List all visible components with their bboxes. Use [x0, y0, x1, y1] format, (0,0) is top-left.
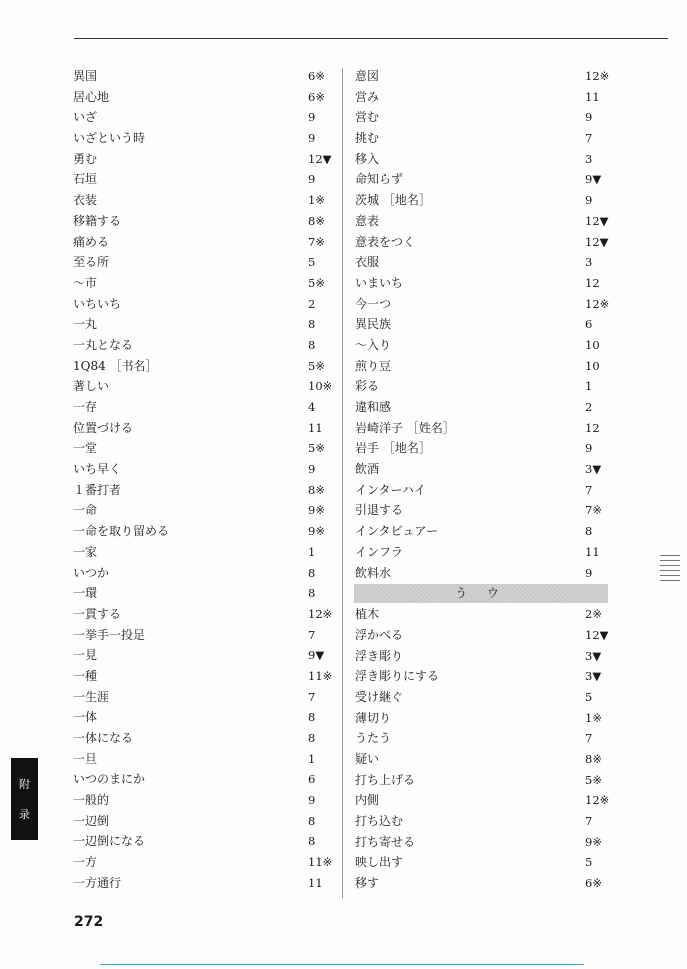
entry-lesson-number: 12▼	[308, 151, 332, 166]
edge-scan-marks	[660, 555, 680, 585]
entry-term: 衣服	[355, 255, 380, 270]
index-entry	[73, 873, 328, 894]
index-entry	[73, 273, 328, 294]
entry-term: 意表をつく	[355, 234, 416, 249]
entry-lesson-number: 9	[585, 565, 593, 580]
index-entry	[355, 832, 611, 853]
index-entry	[73, 542, 328, 563]
entry-term: 彩る	[355, 379, 380, 394]
entry-term: 打ち寄せる	[355, 834, 416, 849]
entry-lesson-number: 7※	[585, 503, 602, 518]
entry-term: 内側	[355, 793, 380, 808]
entry-term: 植木	[355, 607, 380, 622]
header-rule	[74, 38, 668, 39]
entry-term: 一種	[73, 668, 98, 683]
index-entry	[355, 811, 611, 832]
entry-lesson-number: 8	[308, 731, 316, 745]
index-entry	[355, 542, 611, 563]
index-entry	[73, 769, 328, 790]
entry-lesson-number: 7※	[308, 234, 325, 249]
entry-term: 一貫する	[73, 606, 122, 621]
index-entry	[355, 646, 611, 667]
entry-lesson-number: 5	[585, 689, 593, 704]
index-entry	[355, 294, 611, 315]
entry-lesson-number: 12	[585, 275, 600, 290]
index-entry	[355, 666, 611, 687]
entry-term: 映し出す	[355, 855, 404, 870]
index-entry	[73, 480, 328, 501]
index-entry	[73, 438, 328, 459]
entry-term: いざ	[73, 110, 98, 125]
entry-term: 浮き彫り	[355, 648, 404, 663]
entry-term: 一般的	[73, 793, 110, 808]
entry-term: 一命を取り留める	[73, 524, 170, 539]
entry-lesson-number: 11	[308, 420, 323, 435]
index-entry	[73, 500, 328, 521]
index-entry	[73, 397, 328, 418]
index-entry	[355, 211, 611, 232]
side-tab-char: 附	[19, 778, 30, 791]
entry-term: いちいち	[73, 296, 122, 311]
entry-lesson-number: 8	[308, 565, 316, 580]
entry-lesson-number: 8※	[585, 752, 602, 766]
entry-lesson-number: 9※	[308, 524, 325, 539]
index-entry	[355, 521, 611, 542]
entry-term: 一挙手一投足	[73, 627, 146, 642]
index-entry	[73, 128, 328, 149]
entry-lesson-number: 8※	[308, 482, 325, 497]
entry-lesson-number: 6	[585, 317, 593, 332]
entry-lesson-number: 7	[585, 814, 593, 829]
index-entry	[355, 252, 611, 273]
entry-lesson-number: 9※	[308, 503, 325, 518]
entry-lesson-number: 10※	[308, 379, 333, 394]
entry-lesson-number: 11※	[308, 855, 333, 870]
index-entry	[355, 128, 611, 149]
entry-term: 一生涯	[73, 689, 110, 704]
index-entry	[355, 790, 611, 811]
entry-term: 勇む	[73, 151, 98, 166]
index-entry	[73, 583, 328, 604]
index-entry	[73, 232, 328, 253]
entry-term: いち早く	[73, 462, 122, 477]
entry-lesson-number: 2※	[585, 607, 602, 622]
entry-lesson-number: 8	[308, 337, 316, 352]
entry-term: 一辺倒	[73, 813, 110, 828]
index-entry	[355, 356, 611, 377]
index-entry	[73, 252, 328, 273]
entry-term: 一旦	[73, 751, 98, 766]
entry-term: 意表	[355, 213, 380, 228]
entry-term: いまいち	[355, 275, 404, 290]
index-entry	[73, 356, 328, 377]
entry-lesson-number: 1	[308, 751, 316, 766]
entry-lesson-number: 11	[585, 544, 600, 559]
entry-lesson-number: 12※	[308, 606, 333, 621]
entry-lesson-number: 3	[585, 151, 593, 166]
entry-term: インターハイ	[355, 482, 426, 497]
entry-lesson-number: 12※	[585, 69, 610, 83]
entry-term: 浮き彫りにする	[355, 669, 440, 684]
index-entry	[73, 728, 328, 749]
entry-term: 茨城 ［地名］	[355, 193, 431, 208]
entry-lesson-number: 4	[308, 400, 316, 414]
entry-lesson-number: 6※	[308, 89, 325, 104]
entry-term: 疑い	[355, 752, 380, 766]
entry-lesson-number: 9	[308, 110, 316, 125]
index-column-right	[355, 66, 611, 894]
index-entry	[73, 666, 333, 687]
entry-term: 異国	[73, 69, 98, 83]
entry-term: 岩手 ［地名］	[355, 441, 431, 456]
entry-lesson-number: 9▼	[585, 172, 602, 187]
index-entry	[73, 211, 328, 232]
entry-term: 一丸	[73, 317, 98, 332]
entry-lesson-number: 8	[308, 710, 316, 725]
entry-lesson-number: 6※	[308, 69, 325, 83]
index-entry	[355, 87, 611, 108]
index-entry	[355, 376, 611, 397]
index-entry	[355, 232, 611, 253]
entry-term: 一体になる	[73, 731, 134, 745]
entry-lesson-number: 9▼	[308, 648, 325, 663]
entry-lesson-number: 6	[308, 772, 316, 787]
entry-term: 居心地	[73, 89, 110, 104]
entry-lesson-number: 3▼	[585, 669, 602, 684]
index-entry	[355, 107, 611, 128]
index-entry	[73, 107, 328, 128]
index-entry	[73, 335, 328, 356]
index-entry	[73, 66, 328, 87]
index-entry	[355, 418, 611, 439]
entry-term: うたう	[355, 731, 392, 746]
index-entry	[73, 563, 328, 584]
entry-lesson-number: 7	[308, 627, 316, 642]
index-entry	[73, 314, 328, 335]
entry-lesson-number: 12※	[585, 793, 610, 808]
index-entry	[355, 397, 611, 418]
entry-lesson-number: 10	[585, 358, 600, 373]
entry-term: 一丸となる	[73, 337, 134, 352]
index-entry	[73, 852, 333, 873]
entry-lesson-number: 9	[585, 441, 593, 456]
entry-lesson-number: 8	[308, 317, 316, 332]
index-entry	[355, 604, 611, 625]
index-entry	[355, 314, 611, 335]
entry-lesson-number: 12▼	[585, 627, 609, 642]
entry-term: 著しい	[73, 379, 110, 394]
index-entry	[73, 625, 328, 646]
index-entry	[355, 852, 611, 873]
index-entry	[355, 459, 611, 480]
index-entry	[73, 459, 328, 480]
index-entry	[355, 149, 611, 170]
index-entry	[355, 708, 611, 729]
entry-lesson-number: 1	[308, 544, 316, 559]
entry-term: 痛める	[73, 234, 110, 249]
entry-term: 引退する	[355, 503, 404, 518]
entry-term: 打ち込む	[355, 814, 404, 829]
index-entry	[73, 87, 328, 108]
entry-lesson-number: 9	[585, 193, 593, 208]
entry-lesson-number: 7	[308, 689, 316, 704]
entry-lesson-number: 1	[585, 379, 593, 394]
index-entry	[73, 707, 328, 728]
entry-lesson-number: 5	[585, 855, 593, 870]
index-entry	[73, 149, 332, 170]
index-entry	[355, 335, 611, 356]
entry-lesson-number: 3	[585, 255, 593, 270]
index-entry	[355, 480, 611, 501]
entry-lesson-number: 9	[585, 110, 593, 125]
index-entry	[73, 687, 328, 708]
entry-term: 一堂	[73, 441, 98, 456]
entry-lesson-number: 7	[585, 131, 593, 146]
index-entry	[73, 604, 333, 625]
entry-term: 一体	[73, 710, 98, 725]
entry-term: 一見	[73, 648, 98, 663]
entry-lesson-number: 7	[585, 482, 593, 497]
entry-lesson-number: 3▼	[585, 648, 602, 663]
entry-term: 異民族	[355, 317, 392, 332]
section-header-u: う ウ	[354, 584, 608, 603]
bottom-rule	[100, 964, 584, 965]
entry-term: 打ち上げる	[355, 772, 416, 787]
entry-lesson-number: 8	[308, 586, 316, 601]
entry-term: インフラ	[355, 544, 404, 559]
entry-lesson-number: 11	[308, 875, 323, 890]
entry-lesson-number: 6※	[585, 876, 602, 891]
entry-lesson-number: 1※	[308, 193, 325, 208]
entry-term: 挑む	[355, 131, 380, 146]
entry-term: ～入り	[355, 337, 392, 352]
entry-term: 位置づける	[73, 420, 134, 435]
index-entry	[73, 521, 328, 542]
index-entry	[355, 749, 611, 770]
entry-lesson-number: 3▼	[585, 462, 602, 477]
index-entry	[73, 376, 333, 397]
entry-lesson-number: 5※	[585, 772, 602, 787]
entry-lesson-number: 11	[585, 89, 600, 104]
entry-lesson-number: 2	[585, 400, 593, 414]
page-number: 272	[74, 914, 104, 930]
entry-term: 岩崎洋子 ［姓名］	[355, 420, 455, 435]
entry-term: 移す	[355, 876, 380, 891]
index-entry	[355, 625, 611, 646]
entry-term: 命知らず	[355, 172, 404, 187]
entry-term: いつか	[73, 565, 110, 580]
index-entry	[355, 728, 611, 749]
index-entry	[355, 169, 611, 190]
index-entry	[355, 66, 611, 87]
entry-lesson-number: 8※	[308, 213, 325, 228]
entry-term: 一命	[73, 503, 98, 518]
index-entry	[73, 645, 328, 666]
entry-term: 浮かべる	[355, 627, 404, 642]
entry-term: 一辺倒になる	[73, 834, 146, 849]
index-entry	[355, 438, 611, 459]
index-entry	[73, 811, 328, 832]
entry-lesson-number: 9	[308, 462, 316, 477]
index-entry	[73, 294, 328, 315]
entry-lesson-number: 5	[308, 255, 316, 270]
entry-term: 1Q84 ［书名］	[73, 358, 158, 373]
entry-lesson-number: 10	[585, 337, 600, 352]
index-entry	[355, 273, 611, 294]
entry-term: 移入	[355, 151, 380, 166]
entry-lesson-number: 11※	[308, 668, 333, 683]
entry-lesson-number: 9	[308, 172, 316, 187]
entry-term: 営み	[355, 89, 380, 104]
entry-term: 一存	[73, 400, 98, 414]
entry-term: いつのまにか	[73, 772, 146, 787]
entry-term: いざという時	[73, 131, 146, 146]
index-entry	[73, 190, 328, 211]
index-column-left	[73, 66, 333, 894]
entry-term: 至る所	[73, 255, 110, 270]
index-entry	[73, 749, 328, 770]
entry-lesson-number: 7	[585, 731, 593, 746]
appendix-side-tab	[11, 758, 38, 840]
column-divider	[342, 68, 343, 898]
index-entry	[355, 873, 611, 894]
entry-term: 意図	[355, 69, 380, 83]
entry-term: 受け継ぐ	[355, 689, 404, 704]
entry-lesson-number: 5※	[308, 275, 325, 290]
entry-lesson-number: 5※	[308, 441, 325, 456]
entry-lesson-number: 8	[308, 834, 316, 849]
index-entry	[73, 831, 328, 852]
entry-lesson-number: 12▼	[585, 213, 609, 228]
entry-term: 一環	[73, 586, 98, 601]
entry-term: 薄切り	[355, 710, 392, 725]
entry-term: １番打者	[73, 482, 122, 497]
entry-term: 営む	[355, 110, 380, 125]
index-entry	[355, 687, 611, 708]
entry-term: 飲料水	[355, 565, 392, 580]
entry-lesson-number: 2	[308, 296, 316, 311]
entry-lesson-number: 12※	[585, 296, 610, 311]
index-entry	[355, 500, 611, 521]
index-entry	[355, 770, 611, 791]
entry-lesson-number: 9	[308, 131, 316, 146]
entry-term: 一方通行	[73, 875, 122, 890]
entry-term: 煎り豆	[355, 358, 392, 373]
entry-term: 一方	[73, 855, 98, 870]
entry-lesson-number: 9※	[585, 834, 602, 849]
entry-lesson-number: 5※	[308, 358, 325, 373]
index-entry	[73, 169, 328, 190]
entry-term: 衣装	[73, 193, 98, 208]
entry-term: 移籍する	[73, 213, 122, 228]
entry-term: 今一つ	[355, 296, 392, 311]
index-entry	[355, 190, 611, 211]
entry-lesson-number: 12▼	[585, 234, 609, 249]
index-entry	[73, 790, 328, 811]
entry-term: 違和感	[355, 400, 392, 414]
entry-lesson-number: 8	[585, 524, 593, 539]
side-tab-char: 录	[19, 808, 30, 821]
entry-term: ～市	[73, 275, 98, 290]
entry-term: インタビュアー	[355, 524, 439, 539]
entry-lesson-number: 8	[308, 813, 316, 828]
entry-term: 飲酒	[355, 462, 380, 477]
entry-term: 一家	[73, 544, 98, 559]
entry-lesson-number: 9	[308, 793, 316, 808]
entry-lesson-number: 1※	[585, 710, 602, 725]
entry-term: 石垣	[73, 172, 98, 187]
index-entry	[355, 563, 611, 584]
index-entry	[73, 418, 328, 439]
entry-lesson-number: 12	[585, 420, 600, 435]
